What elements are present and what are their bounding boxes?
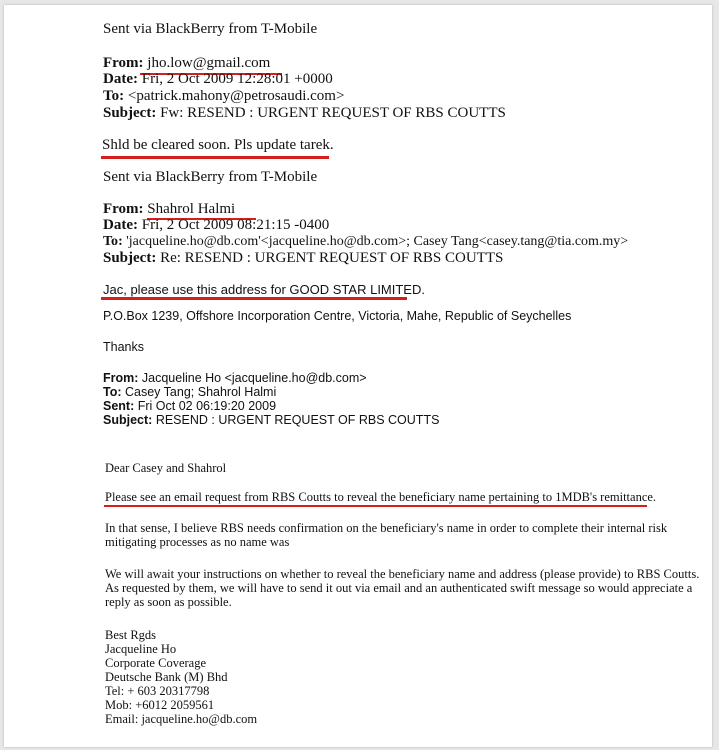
email1-from-row: From: jho.low@gmail.com [103,55,271,71]
from-label: From [103,371,135,385]
sent-via-line-2: Sent via BlackBerry from T-Mobile [103,169,318,185]
email3-from: Jacqueline Ho <jacqueline.ho@db.com> [141,371,367,385]
to-label: To [103,88,120,104]
signature-line: Corporate Coverage [105,656,207,670]
email3-paragraph3-line3: reply as soon as possible. [105,595,232,609]
sent-via-line: Sent via BlackBerry from T-Mobile [103,21,318,37]
email1-date: Fri, 2 Oct 2009 12:28:01 +0000 [141,71,333,87]
email2-from-row: From: Shahrol Halmi [103,201,236,217]
email2-date-row: Date: Fri, 2 Oct 2009 08:21:15 -0400 [103,217,330,233]
email2-subject-row: Subject: Re: RESEND : URGENT REQUEST OF RBS COUTTS [103,250,504,266]
to-label: To [103,234,119,249]
date-label: Date [103,71,133,87]
email3-paragraph3-line1: We will await your instructions on whether to reveal the beneficiary name and address (please provide) to RBS Coutts. [105,567,700,581]
email3-paragraph2-line1: In that sense, I believe RBS needs confirmation on the beneficiary's name in order to complete their internal risk [105,521,668,535]
email3-subject-row: Subject: RESEND : URGENT REQUEST OF RBS COUTTS [103,413,440,427]
email2-thanks: Thanks [103,340,144,354]
from-label: From [103,55,139,71]
email2-subject: Re: RESEND : URGENT REQUEST OF RBS COUTTS [160,250,504,266]
email3-greeting: Dear Casey and Shahrol [105,461,227,475]
email3-to: Casey Tang; Shahrol Halmi [125,385,277,399]
signature-line: Tel: + 603 20317798 [105,684,210,698]
email1-subject-row: Subject: Fw: RESEND : URGENT REQUEST OF RBS COUTTS [103,105,506,121]
from-label: From [103,201,139,217]
document-page [4,5,712,747]
underline-body2 [101,297,407,300]
subject-label: Subject [103,413,149,427]
underline-body1 [101,156,329,159]
signature-line: Best Rgds [105,628,157,642]
email2-address: P.O.Box 1239, Offshore Incorporation Centre, Victoria, Mahe, Republic of Seychelles [103,309,572,323]
email2-from: Shahrol Halmi [147,201,236,217]
signature-line: Email: jacqueline.ho@db.com [105,712,258,726]
email1-to-row: To: <patrick.mahony@petrosaudi.com> [103,88,345,104]
subject-label: Subject [103,250,152,266]
email2-date: Fri, 2 Oct 2009 08:21:15 -0400 [141,217,330,233]
sent-label: Sent [103,399,131,413]
subject-label: Subject [103,105,152,121]
date-label: Date [103,217,133,233]
email3-from-row: From: Jacqueline Ho <jacqueline.ho@db.com> [103,371,367,385]
email3-signature [105,628,257,726]
underline-paragraph1 [104,505,647,507]
to-label: To [103,385,118,399]
email3-sent-row: Sent: Fri Oct 02 06:19:20 2009 [103,399,277,413]
email2-body-line1: Jac, please use this address for GOOD STAR LIMITED. [103,282,425,297]
email3-paragraph1: Please see an email request from RBS Coutts to reveal the beneficiary name pertaining to 1MDB's remittance. [105,490,657,504]
email3-subject: RESEND : URGENT REQUEST OF RBS COUTTS [155,413,440,427]
email2-to: 'jacqueline.ho@db.com'<jacqueline.ho@db.com>; Casey Tang<casey.tang@tia.com.my> [126,234,629,249]
email3-sent: Fri Oct 02 06:19:20 2009 [137,399,277,413]
email3-paragraph3-line2: As requested by them, we will have to send it out via email and an authenticated swift message so would appreciate a [105,581,693,595]
signature-line: Mob: +6012 2059561 [105,698,215,712]
email3-to-row: To: Casey Tang; Shahrol Halmi [103,385,277,399]
email1-body: Shld be cleared soon. Pls update tarek. [102,137,334,153]
signature-line: Jacqueline Ho [105,642,177,656]
signature-line: Deutsche Bank (M) Bhd [105,670,228,684]
email2-to-row: To: 'jacqueline.ho@db.com'<jacqueline.ho@db.com>; Casey Tang<casey.tang@tia.com.my> [103,234,629,249]
email3-paragraph2-line2: mitigating processes as no name was [105,535,290,549]
email1-from: jho.low@gmail.com [147,55,271,71]
email1-to: <patrick.mahony@petrosaudi.com> [127,88,345,104]
email1-date-row: Date: Fri, 2 Oct 2009 12:28:01 +0000 [103,71,333,87]
email1-subject: Fw: RESEND : URGENT REQUEST OF RBS COUTTS [160,105,506,121]
